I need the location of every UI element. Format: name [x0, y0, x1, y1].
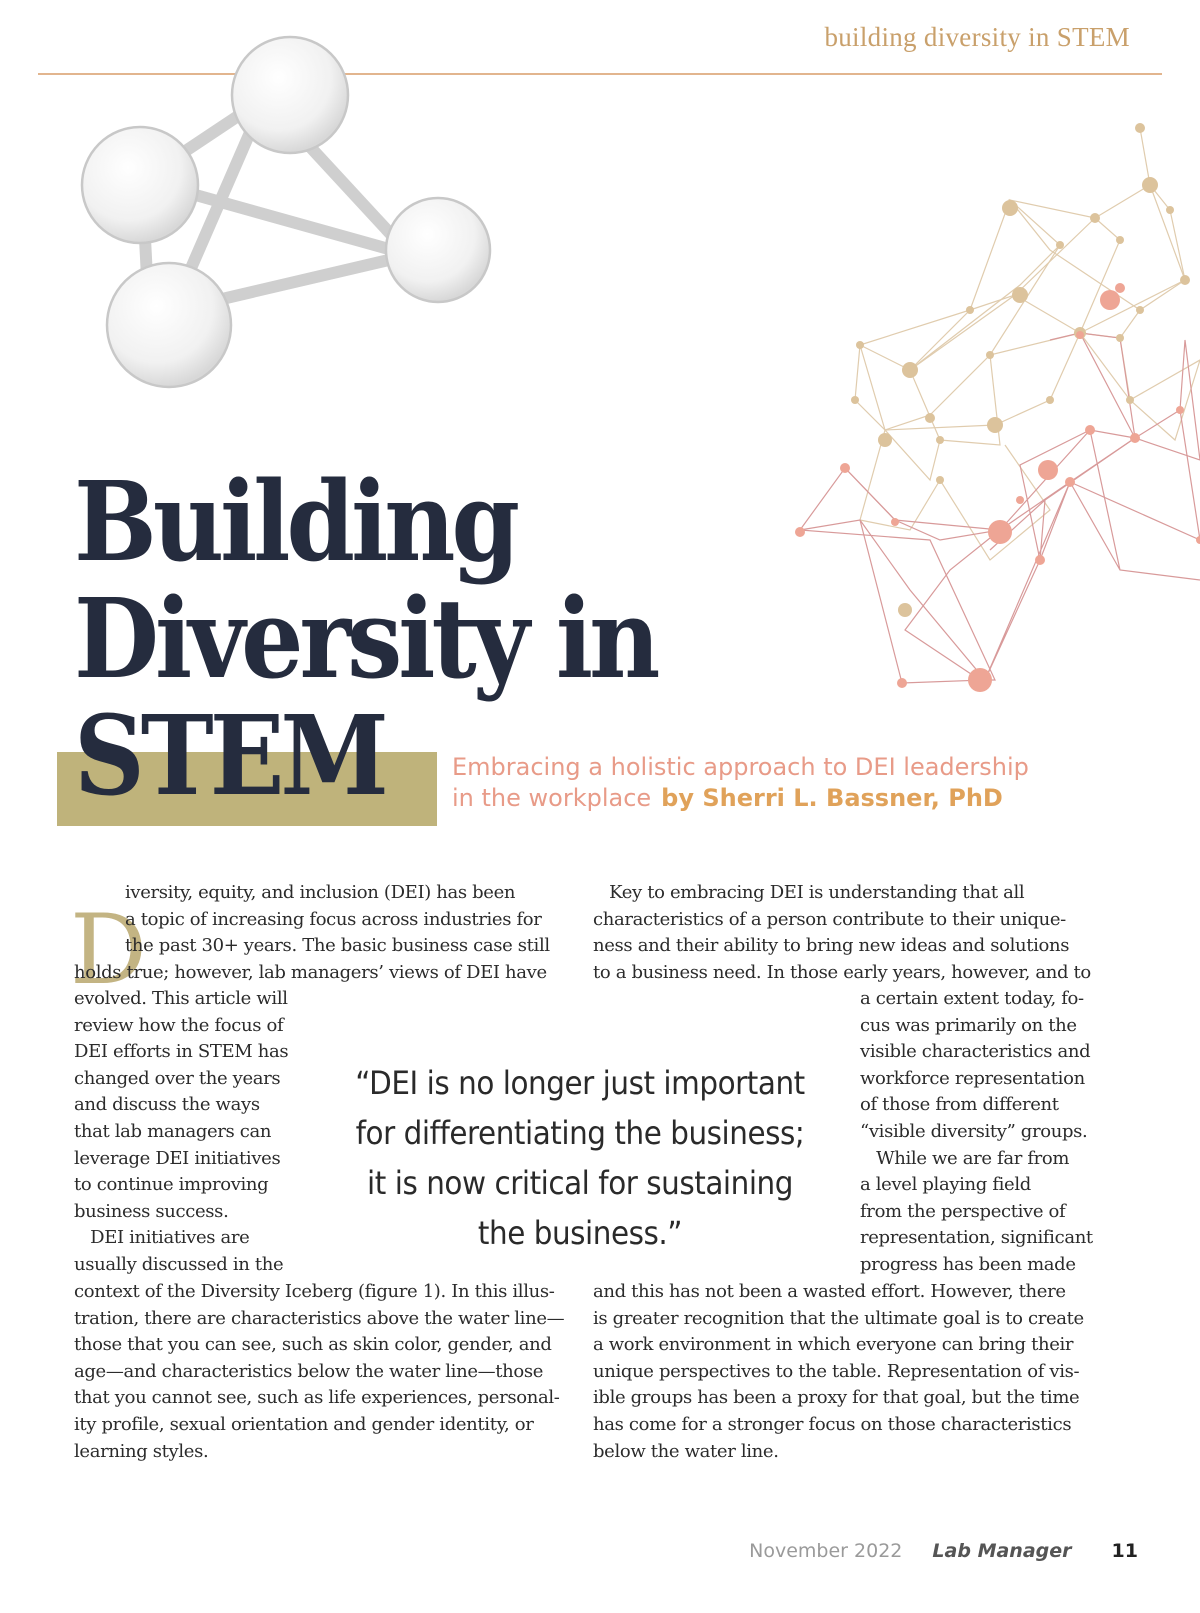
paragraph-line: characteristics of a person contribute to their unique- — [593, 908, 1066, 930]
paragraph-line: DEI efforts in STEM has — [74, 1041, 289, 1063]
drop-cap: D — [70, 894, 147, 1006]
paragraph-line: DEI initiatives are — [74, 1227, 250, 1249]
network-illustration — [790, 100, 1200, 720]
subtitle — [452, 752, 1152, 814]
paragraph-line: ible groups has been a proxy for that goal, but the time — [593, 1387, 1080, 1409]
paragraph-line: that you cannot see, such as life experiences, personal- — [74, 1387, 560, 1409]
column-2-top — [593, 880, 1091, 986]
column-2-bottom — [593, 1279, 1084, 1465]
paragraph-line: learning styles. — [74, 1440, 209, 1462]
paragraph-line: is greater recognition that the ultimate goal is to create — [593, 1307, 1084, 1329]
column-1-narrow — [74, 986, 288, 1279]
subtitle-line-2-text: in the workplace — [452, 784, 652, 812]
magazine-name: Lab Manager — [932, 1540, 1072, 1562]
headline-line-2: Diversity in — [74, 574, 657, 704]
paragraph-line: below the water line. — [593, 1440, 779, 1462]
paragraph-line: has come for a stronger focus on those characteristics — [593, 1413, 1072, 1435]
pull-quote-line: the business.” — [477, 1214, 683, 1252]
pull-quote-line: it is now critical for sustaining — [367, 1164, 793, 1202]
page-number: 11 — [1111, 1540, 1138, 1562]
paragraph-line: a certain extent today, fo- — [860, 988, 1084, 1009]
paragraph-line: iversity, equity, and inclusion (DEI) has been — [125, 882, 516, 903]
paragraph-line: review how the focus of — [74, 1014, 284, 1036]
paragraph-line: leverage DEI initiatives — [74, 1147, 281, 1169]
paragraph-line: changed over the years — [74, 1067, 281, 1089]
column-2-narrow — [860, 986, 1093, 1279]
paragraph-line: workforce representation — [860, 1067, 1085, 1089]
paragraph-line: those that you can see, such as skin color, gender, and — [74, 1334, 552, 1356]
column-1-line-4 — [74, 960, 547, 987]
headline-line-3: STEM — [74, 691, 385, 821]
pull-quote-line: for differentiating the business; — [355, 1114, 805, 1152]
paragraph-line: a work environment in which everyone can bring their — [593, 1334, 1074, 1356]
headline-line-1: Building — [74, 457, 517, 587]
byline: by Sherri L. Bassner, PhD — [661, 784, 1003, 812]
issue-date: November 2022 — [749, 1540, 903, 1562]
paragraph-line: context of the Diversity Iceberg (figure 1). In this illus- — [74, 1281, 555, 1302]
paragraph-line: “visible diversity” groups. — [860, 1120, 1088, 1142]
paragraph-line: holds true; however, lab managers’ views of DEI have — [74, 962, 547, 983]
paragraph-line: ness and their ability to bring new ideas and solutions — [593, 935, 1070, 957]
molecule-illustration — [80, 30, 520, 410]
paragraph-line: representation, significant — [860, 1227, 1093, 1249]
paragraph-line: tration, there are characteristics above the water line— — [74, 1307, 565, 1329]
paragraph-line: ity profile, sexual orientation and gender identity, or — [74, 1413, 534, 1435]
paragraph-line: business success. — [74, 1200, 229, 1222]
paragraph-line: progress has been made — [860, 1253, 1076, 1275]
paragraph-line: age—and characteristics below the water line—those — [74, 1360, 544, 1382]
paragraph-line: from the perspective of — [860, 1200, 1066, 1222]
paragraph-line: evolved. This article will — [74, 988, 288, 1009]
paragraph-line: While we are far from — [860, 1147, 1070, 1169]
pull-quote-line: “DEI is no longer just important — [355, 1064, 805, 1102]
paragraph-line: usually discussed in the — [74, 1253, 284, 1275]
paragraph-line: cus was primarily on the — [860, 1014, 1077, 1036]
page-footer — [749, 1540, 1138, 1562]
paragraph-line: a topic of increasing focus across industries for — [125, 908, 542, 930]
paragraph-line: a level playing field — [860, 1174, 1031, 1196]
paragraph-line: visible characteristics and — [860, 1041, 1091, 1063]
paragraph-line: to a business need. In those early years, however, and to — [593, 961, 1091, 983]
paragraph-line: the past 30+ years. The basic business case still — [125, 935, 550, 957]
column-1-bottom — [74, 1279, 564, 1465]
paragraph-line: that lab managers can — [74, 1120, 272, 1142]
subtitle-line-1: Embracing a holistic approach to DEI leadership — [452, 753, 1029, 781]
paragraph-line: of those from different — [860, 1094, 1059, 1116]
paragraph-line: and this has not been a wasted effort. However, there — [593, 1281, 1066, 1302]
subtitle-line-2 — [452, 783, 1152, 814]
paragraph-line: to continue improving — [74, 1174, 269, 1196]
paragraph-line: and discuss the ways — [74, 1094, 260, 1116]
section-label: building diversity in STEM — [824, 22, 1130, 52]
pull-quote — [350, 1058, 810, 1258]
paragraph-line: Key to embracing DEI is understanding that all — [593, 882, 1025, 903]
column-1-top — [125, 880, 550, 960]
paragraph-line: unique perspectives to the table. Representation of vis- — [593, 1360, 1080, 1382]
